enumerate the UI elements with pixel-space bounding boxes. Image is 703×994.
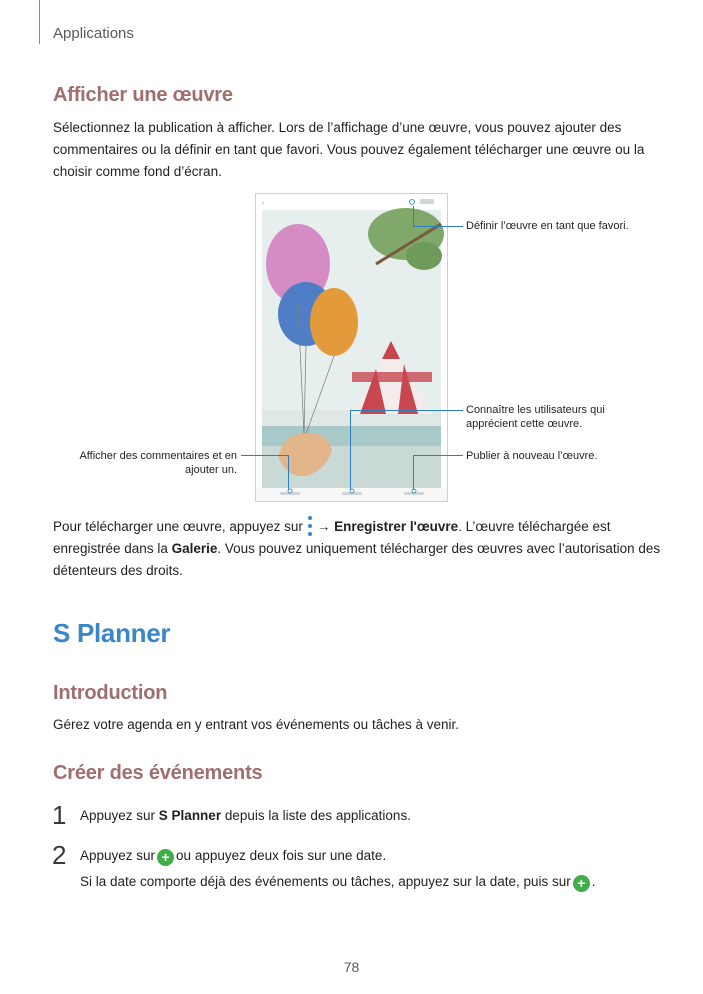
callout-line-appreciators-v — [350, 410, 351, 490]
introduction-text: Gérez votre agenda en y entrant vos événements ou tâches à venir. — [53, 717, 459, 732]
callout-line-appreciators-h — [350, 410, 463, 411]
add-event-icon: + — [157, 849, 174, 866]
svg-text:‹: ‹ — [262, 200, 265, 207]
download-paragraph: Pour télécharger une œuvre, appuyez sur → Enregistrer l'œuvre. L’œuvre téléchargée est enregistrée dans la Galerie. Vous pouvez uniquement télécharger des œuvres avec l’autorisation des détenteurs des droits. — [53, 516, 660, 582]
more-options-icon — [307, 516, 313, 536]
step-number-1: 1 — [52, 800, 67, 830]
section-title-introduction: Introduction — [53, 682, 168, 704]
callout-line-republish-v — [413, 455, 414, 490]
step-1-text: Appuyez sur S Planner depuis la liste des applications. — [80, 808, 411, 823]
callout-line-comments-h — [241, 455, 289, 456]
step-number-2: 2 — [52, 840, 67, 870]
chapter-title-s-planner: S Planner — [53, 618, 171, 648]
section-title-create-events: Créer des événements — [53, 762, 263, 784]
callout-favorite: Définir l’œuvre en tant que favori. — [466, 220, 629, 232]
callout-line-favorite-h — [413, 226, 463, 227]
section-title-view-artwork: Afficher une œuvre — [53, 84, 233, 106]
page-number: 78 — [343, 959, 360, 975]
step-2-text: Appuyez sur + ou appuyez deux fois sur une date. Si la date comporte déjà des événements ou tâches, appuyez sur la date, puis sur + . — [80, 848, 596, 891]
section-intro: Sélectionnez la publication à afficher. Lors de l’affichage d’une œuvre, vous pouvez ajouter des commentaires ou la définir en tant que favori. Vous pouvez également télécharger une œuvre ou la choisir comme fond d’écran. — [53, 120, 645, 179]
callout-appreciators: Connaître les utilisateurs qui apprécient cette œuvre. — [466, 404, 605, 430]
add-event-icon-2: + — [573, 875, 590, 892]
callout-comments: Afficher des commentaires et en ajouter un. — [79, 450, 237, 476]
callout-line-favorite-v — [413, 206, 414, 227]
running-header: Applications — [53, 25, 134, 42]
callout-republish: Publier à nouveau l’œuvre. — [466, 450, 598, 462]
header-rule — [39, 0, 40, 44]
callout-line-comments-v — [288, 455, 289, 490]
callout-line-republish-h — [413, 455, 463, 456]
